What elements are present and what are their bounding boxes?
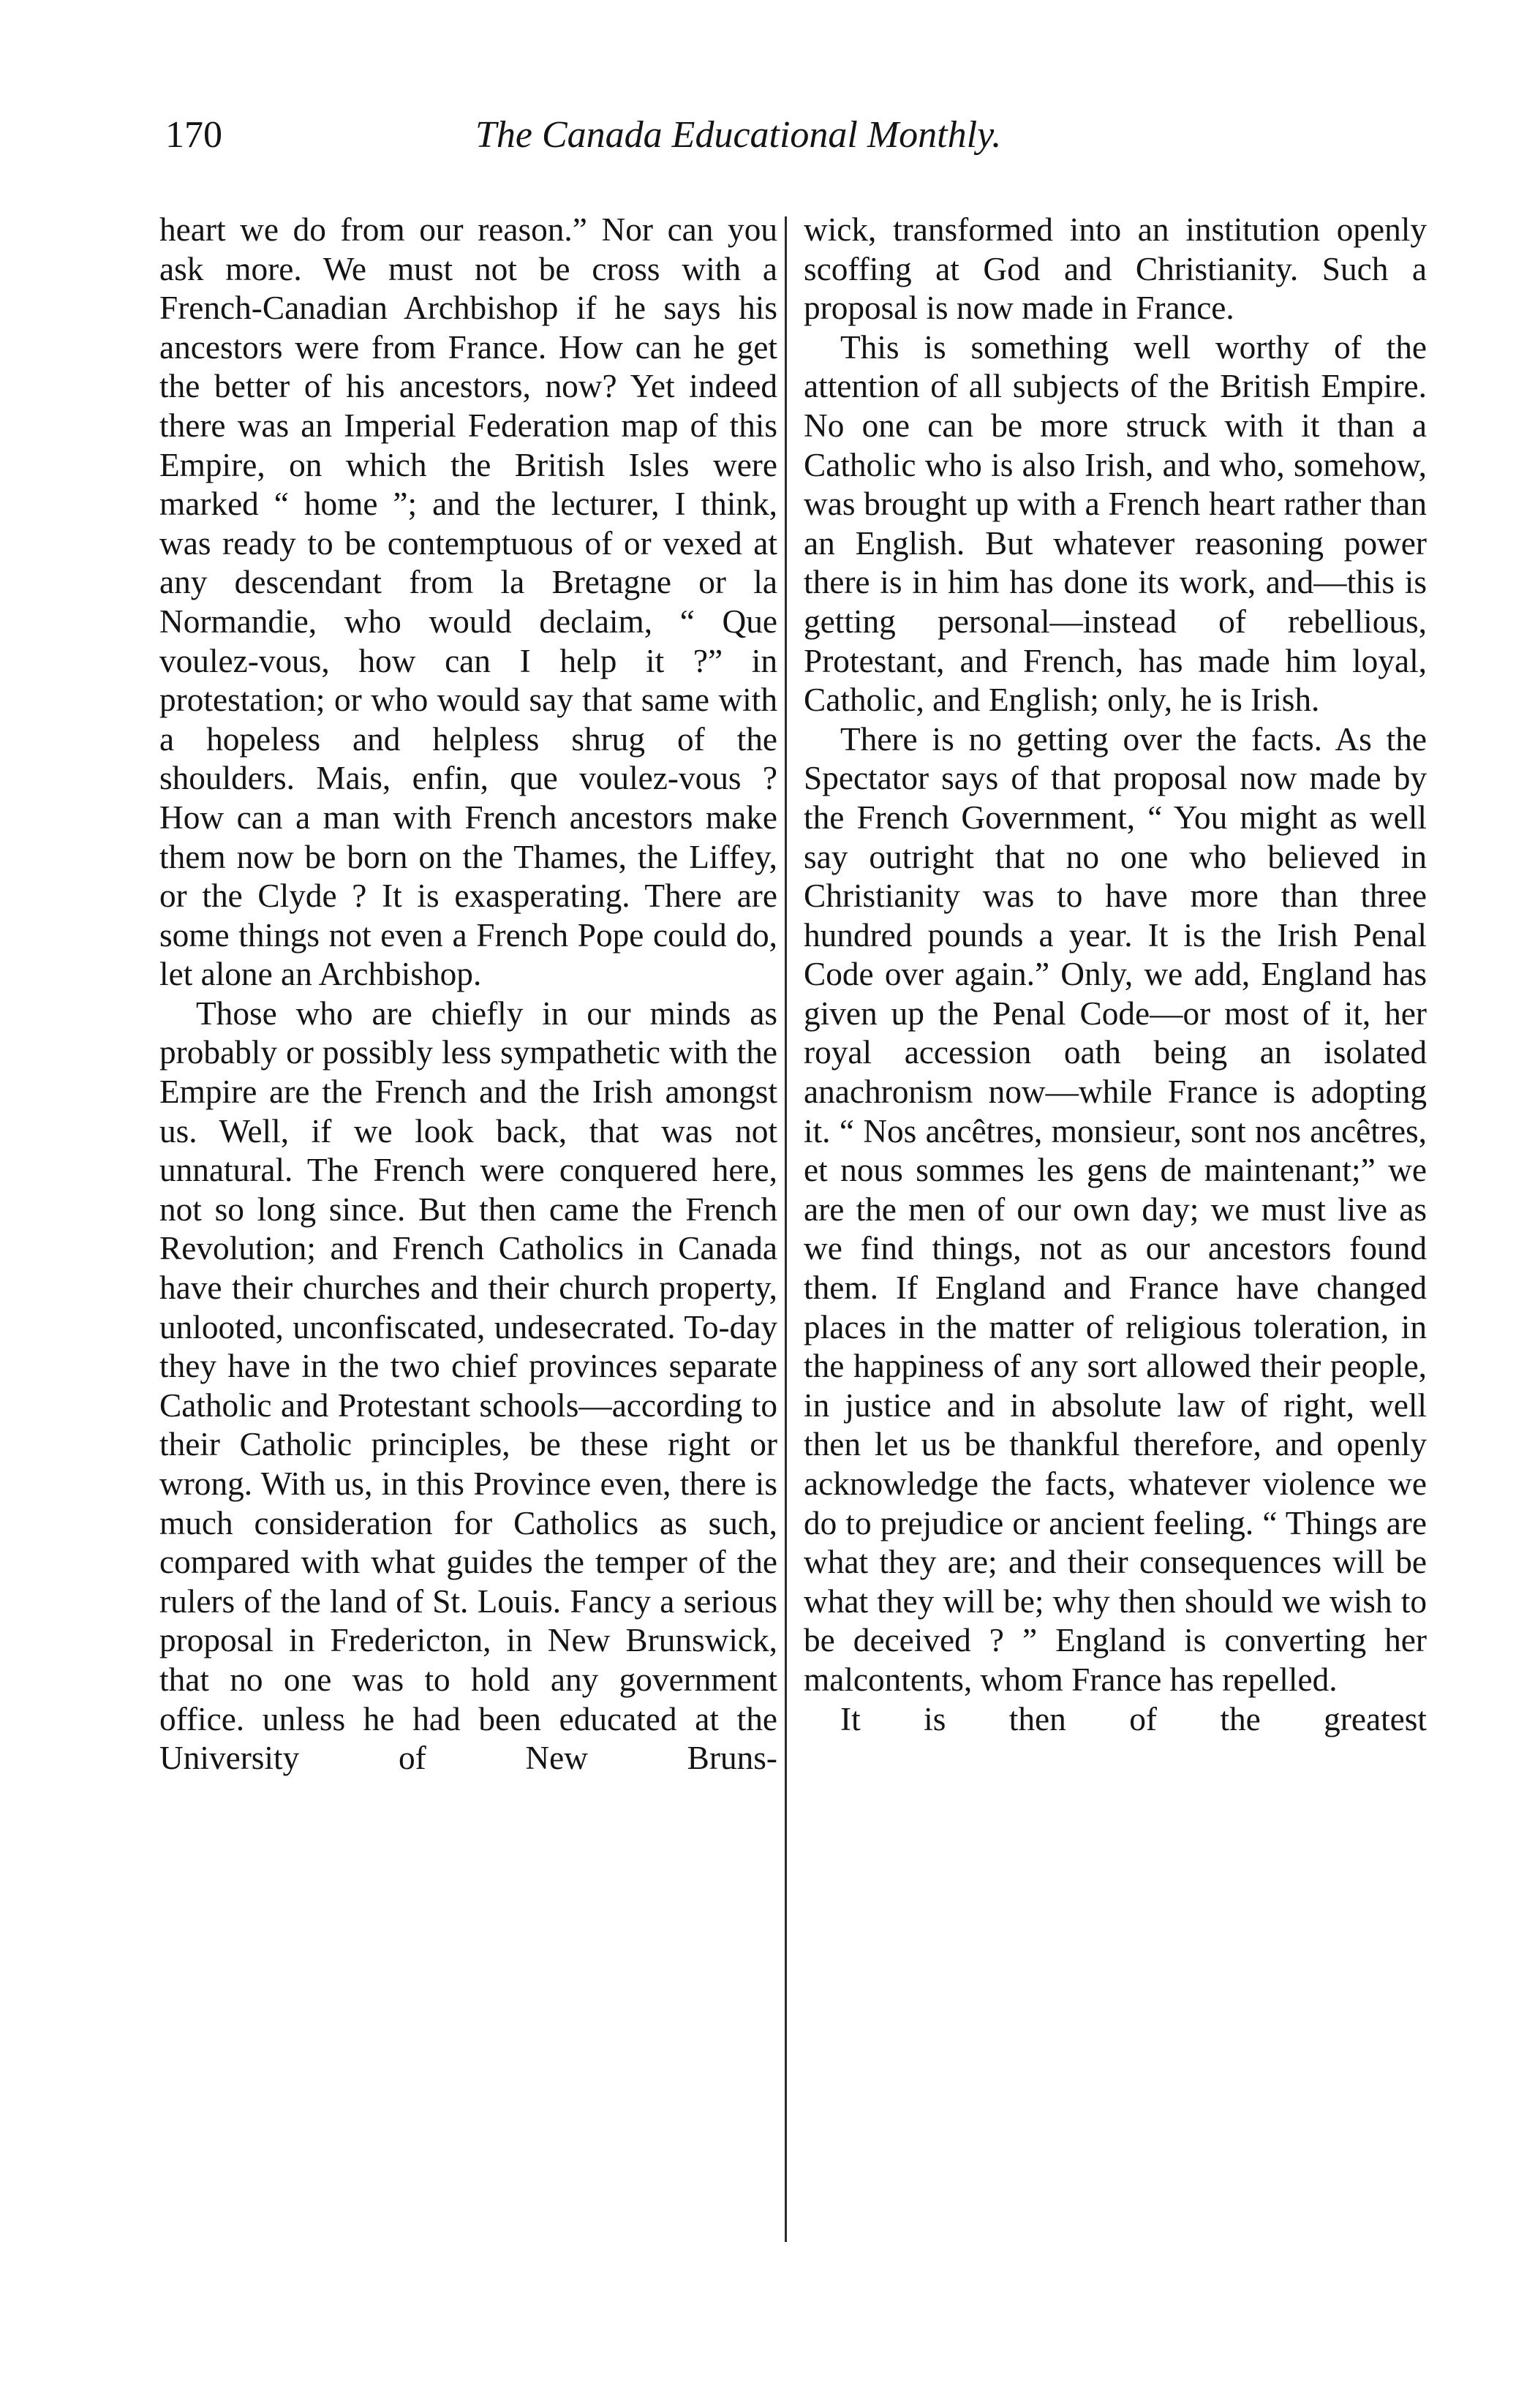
paragraph-facts: There is no getting over the facts. As the Spectator says of that proposal now made by the French Government, “ You might as well say outright that no one who believed in Christianity was to have more than three hundred pounds a year. It is the Irish Penal Code over again.” Only, we add, England has given up the Penal Code—or most of it, her royal accession oath being an isolated anachronism now—while France is adopting it. “ Nos ancêtres, monsieur, sont nos ancêtres, et nous sommes les gens de maintenant;” we are the men of our own day; we must live as we find things, not as our ancestors found them. If England and France have changed places in the matter of religious toleration, in the happiness of any sort allowed their people, in justice and in absolute law of right, well then let us be thankful therefore, and openly acknowledge the facts, whatever violence we do to prejudice or ancient feeling. “ Things are what they are; and their consequences will be what they will be; why then should we wish to be deceived ? ” England is converting her malcontents, whom France has repelled.: [804, 720, 1427, 1698]
journal-title: The Canada Educational Monthly.: [475, 114, 1002, 156]
left-column: [159, 211, 777, 1778]
right-column: [804, 211, 1427, 1739]
paragraph-greatest: It is then of the greatest: [840, 1700, 1427, 1737]
column-divider: [785, 216, 787, 2242]
paragraph-continued: heart we do from our reason.” Nor can you ask more. We must not be cross with a French-Canadian Archbishop if he says his ancestors were from France. How can he get the better of his ancestors, now? Yet indeed there was an Imperial Federation map of this Empire, on which the British Isles were marked “ home ”; and the lecturer, I think, was ready to be contemptuous of or vexed at any descendant from la Bretagne or la Normandie, who would declaim, “ Que voulez-vous, how can I help it ?” in protestation; or who would say that same with a hopeless and helpless shrug of the shoulders. Mais, enfin, que voulez-vous ? How can a man with French ancestors make them now be born on the Thames, the Liffey, or the Clyde ? It is exasperating. There are some things not even a French Pope could do, let alone an Archbishop.: [159, 211, 777, 993]
page-number: 170: [165, 114, 222, 156]
paragraph-worthy-of-attention: This is something well worthy of the attention of all subjects of the British Empire. No one can be more struck with it than a Catholic who is also Irish, and who, somehow, was brought up with a French heart rather than an English. But whatever reasoning power there is in him has done its work, and—this is getting personal—instead of rebellious, Protestant, and French, has made him loyal, Catholic, and English; only, he is Irish.: [804, 328, 1427, 719]
paragraph-french-and-irish: Those who are chiefly in our minds as probably or possibly less sympathetic with the Empire are the French and the Irish amongst us. Well, if we look back, that was not unnatural. The French were conquered here, not so long since. But then came the French Revolution; and French Catholics in Canada have their churches and their church property, unlooted, unconfiscated, undesecrated. To-day they have in the two chief provinces separate Catholic and Protestant schools—according to their Catholic principles, be these right or wrong. With us, in this Province even, there is much consideration for Catholics as such, compared with what guides the temper of the rulers of the land of St. Louis. Fancy a serious proposal in Fredericton, in New Brunswick, that no one was to hold any government office. unless he had been educated at the University of New Bruns-: [159, 994, 777, 1777]
paragraph-continued-right: wick, transformed into an institution openly scoffing at God and Christianity. Such a proposal is now made in France.: [804, 211, 1427, 327]
running-head: [0, 110, 1516, 168]
